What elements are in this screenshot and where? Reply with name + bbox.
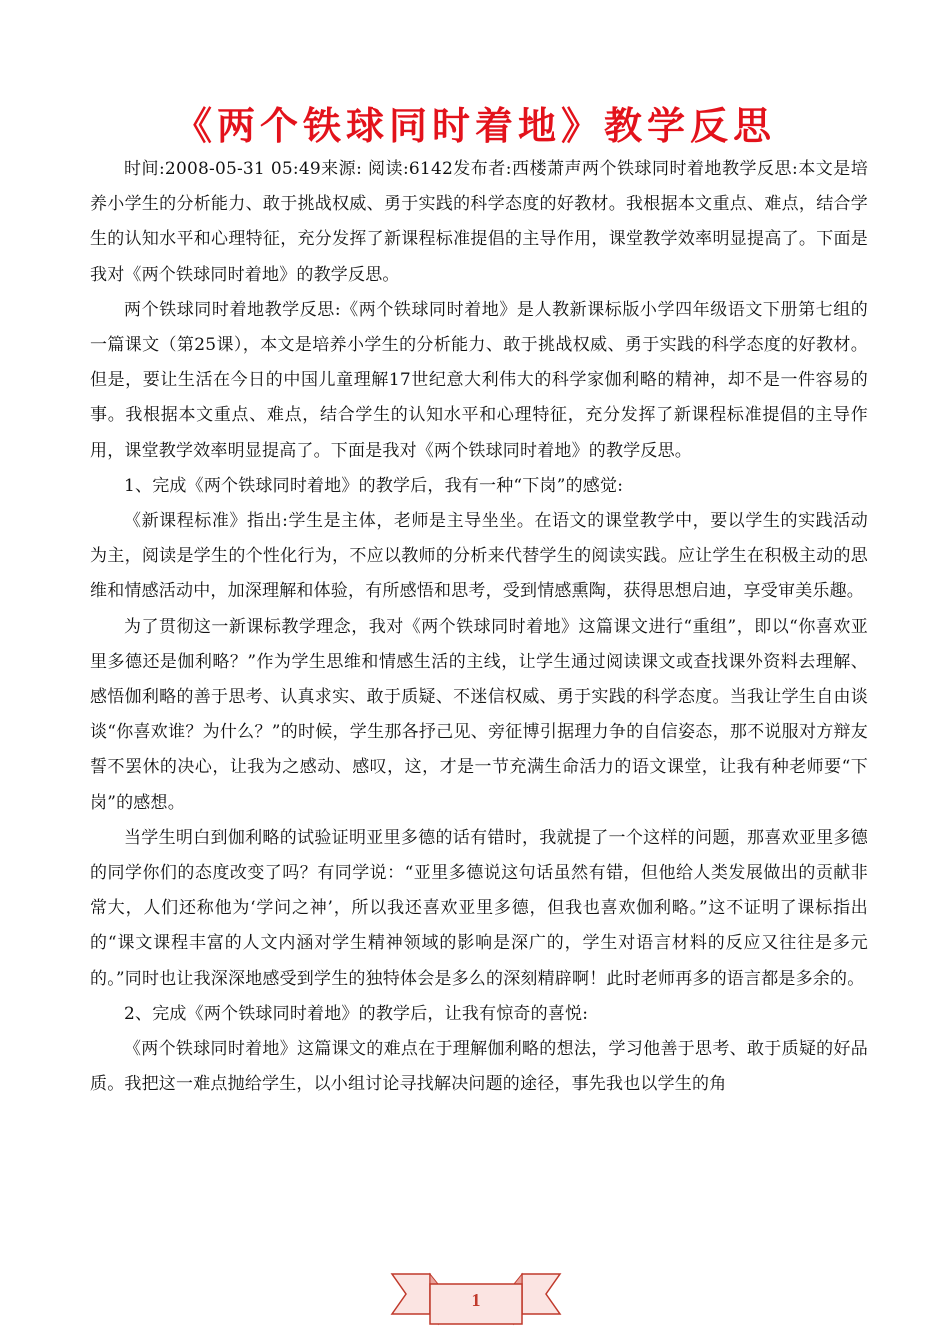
- paragraph-7: 2、完成《两个铁球同时着地》的教学后，让我有惊奇的喜悦:: [124, 1003, 589, 1024]
- paragraph-1: 时间:2008-05-31 05:49来源: 阅读:6142发布者:西楼萧声两个铁球同时着地教学反思:本文是培养小学生的分析能力、敢于挑战权威、勇于实践的科学态度的好教材。我根据本文重点、难点，结合学生的认知水平和心理特征，充分发挥了新课程标准提倡的主导作用，课堂教学效率明显提高了。下面是我对《两个铁球同时着地》的教学反思。: [90, 159, 868, 285]
- paragraph-2: 两个铁球同时着地教学反思:《两个铁球同时着地》是人教新课标版小学四年级语文下册第七组的一篇课文（第25课），本文是培养小学生的分析能力、敢于挑战权威、勇于实践的科学态度的好教材。但是，要让生活在今日的中国儿童理解17世纪意大利伟大的科学家伽利略的精神，却不是一件容易的事。我根据本文重点、难点，结合学生的认知水平和心理特征，充分发挥了新课程标准提倡的主导作用，课堂教学效率明显提高了。下面是我对《两个铁球同时着地》的教学反思。: [90, 299, 868, 461]
- page-number-ribbon: [390, 1270, 562, 1332]
- paragraph-5: 为了贯彻这一新课标教学理念，我对《两个铁球同时着地》这篇课文进行“重组”，即以“你喜欢亚里多德还是伽利略？”作为学生思维和情感生活的主线，让学生通过阅读课文或查找课外资料去理解、感悟伽利略的善于思考、认真求实、敢于质疑、不迷信权威、勇于实践的科学态度。当我让学生自由谈谈“你喜欢谁？为什么？”的时候，学生那各抒己见、旁征博引据理力争的自信姿态，那不说服对方辩友誓不罢休的决心，让我为之感动、感叹，这，才是一节充满生命活力的语文课堂，让我有种老师要“下岗”的感想。: [90, 616, 868, 813]
- paragraph-4: 《新课程标准》指出:学生是主体，老师是主导坐坐。在语文的课堂教学中，要以学生的实践活动为主，阅读是学生的个性化行为，不应以教师的分析来代替学生的阅读实践。应让学生在积极主动的思维和情感活动中，加深理解和体验，有所感悟和思考，受到情感熏陶，获得思想启迪，享受审美乐趣。: [90, 511, 868, 602]
- page-number: 1: [471, 1290, 481, 1310]
- paragraph-6: 当学生明白到伽利略的试验证明亚里多德的话有错时，我就提了一个这样的问题，那喜欢亚里多德的同学你们的态度改变了吗？有同学说：“亚里多德说这句话虽然有错，但他给人类发展做出的贡献非常大，人们还称他为‘学问之神’，所以我还喜欢亚里多德，但我也喜欢伽利略。”这不证明了课标指出的“课文课程丰富的人文内涵对学生精神领域的影响是深广的，学生对语言材料的反应又往往是多元的。”同时也让我深深地感受到学生的独特体会是多么的深刻精辟啊！此时老师再多的语言都是多余的。: [90, 827, 868, 989]
- paragraph-8: 《两个铁球同时着地》这篇课文的难点在于理解伽利略的想法，学习他善于思考、敢于质疑的好品质。我把这一难点抛给学生，以小组讨论寻找解决问题的途径，事先我也以学生的角: [90, 1039, 868, 1095]
- document-body: [90, 152, 868, 1102]
- paragraph-3: 1、完成《两个铁球同时着地》的教学后，我有一种“下岗”的感觉:: [124, 475, 624, 496]
- document-title: 《两个铁球同时着地》教学反思: [173, 104, 776, 148]
